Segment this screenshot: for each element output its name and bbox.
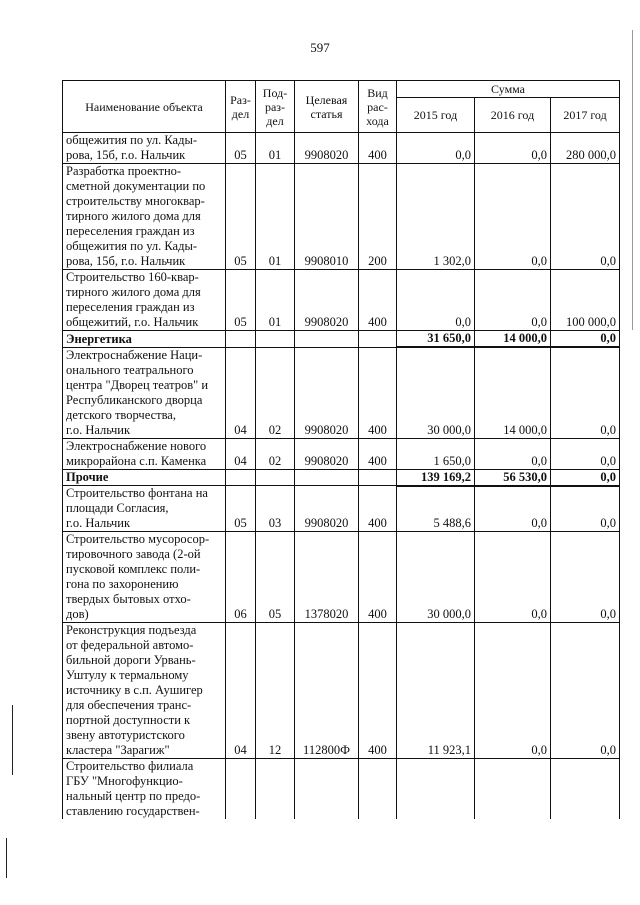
table-row — [63, 486, 620, 532]
razdel-cell: 05 — [226, 133, 256, 164]
podrazdel-cell: 03 — [256, 486, 295, 532]
razdel-cell: 05 — [226, 486, 256, 532]
object-name-cell — [63, 623, 226, 759]
vid-cell: 400 — [359, 270, 397, 331]
table-body — [63, 133, 620, 820]
header-2017: 2017 год — [551, 98, 620, 133]
object-name-cell — [63, 438, 226, 469]
amount-2017-cell: 0,0 — [551, 331, 620, 348]
object-name-line: Энергетика — [66, 331, 132, 346]
vid-cell: 400 — [359, 532, 397, 623]
object-name-line: Строительство фонтана на — [66, 486, 208, 500]
header-podrazdel: Под- раз- дел — [256, 81, 295, 133]
amount-2015-cell: 31 650,0 — [397, 331, 475, 348]
target-cell: 9908010 — [295, 164, 359, 270]
target-cell: 9908020 — [295, 347, 359, 438]
target-cell: 9908020 — [295, 133, 359, 164]
object-name-line: Электроснабжение нового — [66, 438, 207, 453]
target-cell: 1378020 — [295, 532, 359, 623]
razdel-cell: 05 — [226, 270, 256, 331]
object-name-line: Строительство мусоросор- — [66, 532, 210, 546]
amount-2015-cell: 1 650,0 — [397, 438, 475, 469]
amount-2017-cell — [551, 759, 620, 820]
object-name-line: Строительство филиала — [66, 759, 194, 773]
razdel-cell — [226, 759, 256, 820]
object-name-line: нальный центр по предо- — [66, 789, 201, 803]
amount-2017-cell: 0,0 — [551, 469, 620, 486]
amount-2015-cell: 30 000,0 — [397, 532, 475, 623]
amount-2017-cell: 280 000,0 — [551, 133, 620, 164]
amount-2016-cell: 0,0 — [475, 438, 551, 469]
object-name-cell — [63, 532, 226, 623]
header-summa: Сумма — [397, 81, 620, 98]
podrazdel-cell: 12 — [256, 623, 295, 759]
object-name-cell — [63, 331, 226, 348]
target-cell: 9908020 — [295, 486, 359, 532]
object-name-line: от федеральной автомо- — [66, 638, 194, 652]
amount-2016-cell: 14 000,0 — [475, 347, 551, 438]
target-cell — [295, 331, 359, 348]
table-row — [63, 532, 620, 623]
amount-2016-cell: 0,0 — [475, 532, 551, 623]
object-name-line: кластера "Зарагиж" — [66, 743, 170, 757]
object-name-line: ГБУ "Многофункцио- — [66, 774, 183, 788]
budget-table — [62, 80, 620, 819]
object-name-line: переселения граждан из — [66, 224, 195, 238]
object-name-line: пусковой комплекс поли- — [66, 562, 201, 576]
object-name-cell — [63, 759, 226, 820]
amount-2017-cell: 0,0 — [551, 347, 620, 438]
object-name-line: дов) — [66, 607, 89, 621]
amount-2015-cell: 0,0 — [397, 270, 475, 331]
amount-2017-cell: 100 000,0 — [551, 270, 620, 331]
scan-edge-line — [632, 30, 633, 330]
amount-2015-cell: 5 488,6 — [397, 486, 475, 532]
amount-2015-cell: 1 302,0 — [397, 164, 475, 270]
amount-2015-cell — [397, 759, 475, 820]
vid-cell: 400 — [359, 486, 397, 532]
object-name-line: для обеспечения транс- — [66, 698, 192, 712]
object-name-line: центра "Дворец театров" и — [66, 377, 209, 392]
header-target: Целевая статья — [295, 81, 359, 133]
scan-artifact-line — [6, 838, 7, 878]
vid-cell — [359, 469, 397, 486]
amount-2017-cell: 0,0 — [551, 486, 620, 532]
object-name-line: Прочие — [66, 470, 109, 484]
razdel-cell: 04 — [226, 623, 256, 759]
header-2016: 2016 год — [475, 98, 551, 133]
object-name-line: общежития по ул. Кады- — [66, 133, 198, 147]
razdel-cell — [226, 469, 256, 486]
object-name-line: Реконструкция подъезда — [66, 623, 197, 637]
table-row — [63, 759, 620, 820]
header-vid: Вид рас- хода — [359, 81, 397, 133]
object-name-line: микрорайона с.п. Каменка — [66, 453, 207, 468]
podrazdel-cell — [256, 469, 295, 486]
object-name-cell — [63, 164, 226, 270]
object-name-line: общежитий, г.о. Нальчик — [66, 315, 199, 329]
object-name-cell — [63, 347, 226, 438]
amount-2016-cell: 14 000,0 — [475, 331, 551, 348]
object-name-line: рова, 15б, г.о. Нальчик — [66, 254, 186, 268]
object-name-line: твердых бытовых отхо- — [66, 592, 191, 606]
amount-2016-cell: 56 530,0 — [475, 469, 551, 486]
object-name-line: переселения граждан из — [66, 300, 195, 314]
amount-2015-cell: 0,0 — [397, 133, 475, 164]
amount-2015-cell: 139 169,2 — [397, 469, 475, 486]
object-name-line: тирного жилого дома для — [66, 285, 201, 299]
amount-2016-cell: 0,0 — [475, 133, 551, 164]
podrazdel-cell: 01 — [256, 133, 295, 164]
object-name-line: г.о. Нальчик — [66, 422, 131, 437]
object-name-line: Уштулу к термальному — [66, 668, 189, 682]
object-name-line: ставлению государствен- — [66, 804, 200, 818]
vid-cell: 400 — [359, 133, 397, 164]
object-name-cell — [63, 469, 226, 486]
vid-cell: 400 — [359, 623, 397, 759]
amount-2016-cell — [475, 759, 551, 820]
section-row — [63, 331, 620, 348]
object-name-line: строительству многоквар- — [66, 194, 205, 208]
page-number: 597 — [310, 40, 330, 55]
podrazdel-cell: 02 — [256, 438, 295, 469]
razdel-cell: 04 — [226, 438, 256, 469]
object-name-cell — [63, 270, 226, 331]
podrazdel-cell — [256, 759, 295, 820]
vid-cell — [359, 759, 397, 820]
amount-2017-cell: 0,0 — [551, 438, 620, 469]
target-cell — [295, 759, 359, 820]
object-name-line: онального театрального — [66, 362, 194, 377]
object-name-line: звену автотуристского — [66, 728, 185, 742]
vid-cell: 200 — [359, 164, 397, 270]
target-cell: 112800Ф — [295, 623, 359, 759]
table-row — [63, 133, 620, 164]
scan-artifact-line — [12, 705, 13, 775]
object-name-line: бильной дороги Урвань- — [66, 653, 196, 667]
amount-2016-cell: 0,0 — [475, 164, 551, 270]
amount-2017-cell: 0,0 — [551, 532, 620, 623]
table-row — [63, 164, 620, 270]
amount-2016-cell: 0,0 — [475, 270, 551, 331]
object-name-line: детского творчества, — [66, 407, 176, 422]
podrazdel-cell: 01 — [256, 270, 295, 331]
vid-cell — [359, 331, 397, 348]
object-name-line: Разработка проектно- — [66, 164, 182, 178]
target-cell: 9908020 — [295, 270, 359, 331]
header-razdel: Раз- дел — [226, 81, 256, 133]
section-row — [63, 469, 620, 486]
vid-cell: 400 — [359, 438, 397, 469]
amount-2016-cell: 0,0 — [475, 486, 551, 532]
object-name-line: г.о. Нальчик — [66, 516, 131, 530]
razdel-cell: 04 — [226, 347, 256, 438]
object-name-line: тирного жилого дома для — [66, 209, 201, 223]
object-name-line: Строительство 160-квар- — [66, 270, 199, 284]
object-name-line: сметной документации по — [66, 179, 206, 193]
object-name-line: рова, 15б, г.о. Нальчик — [66, 148, 186, 162]
target-cell: 9908020 — [295, 438, 359, 469]
object-name-line: гона по захоронению — [66, 577, 179, 591]
object-name-line: Республиканского дворца — [66, 392, 203, 407]
vid-cell: 400 — [359, 347, 397, 438]
table-row — [63, 347, 620, 438]
podrazdel-cell: 02 — [256, 347, 295, 438]
amount-2015-cell: 11 923,1 — [397, 623, 475, 759]
object-name-line: портной доступности к — [66, 713, 191, 727]
razdel-cell — [226, 331, 256, 348]
amount-2017-cell: 0,0 — [551, 623, 620, 759]
amount-2017-cell: 0,0 — [551, 164, 620, 270]
object-name-line: источнику в с.п. Аушигер — [66, 683, 203, 697]
table-row — [63, 270, 620, 331]
object-name-cell — [63, 133, 226, 164]
header-2015: 2015 год — [397, 98, 475, 133]
podrazdel-cell: 01 — [256, 164, 295, 270]
object-name-line: общежития по ул. Кады- — [66, 239, 198, 253]
table-row — [63, 623, 620, 759]
object-name-line: тировочного завода (2-ой — [66, 547, 201, 561]
podrazdel-cell: 05 — [256, 532, 295, 623]
podrazdel-cell — [256, 331, 295, 348]
amount-2015-cell: 30 000,0 — [397, 347, 475, 438]
table-row — [63, 438, 620, 469]
object-name-line: площади Согласия, — [66, 501, 169, 515]
target-cell — [295, 469, 359, 486]
razdel-cell: 05 — [226, 164, 256, 270]
object-name-cell — [63, 486, 226, 532]
amount-2016-cell: 0,0 — [475, 623, 551, 759]
object-name-line: Электроснабжение Наци- — [66, 347, 203, 362]
header-name: Наименование объекта — [63, 81, 226, 133]
razdel-cell: 06 — [226, 532, 256, 623]
